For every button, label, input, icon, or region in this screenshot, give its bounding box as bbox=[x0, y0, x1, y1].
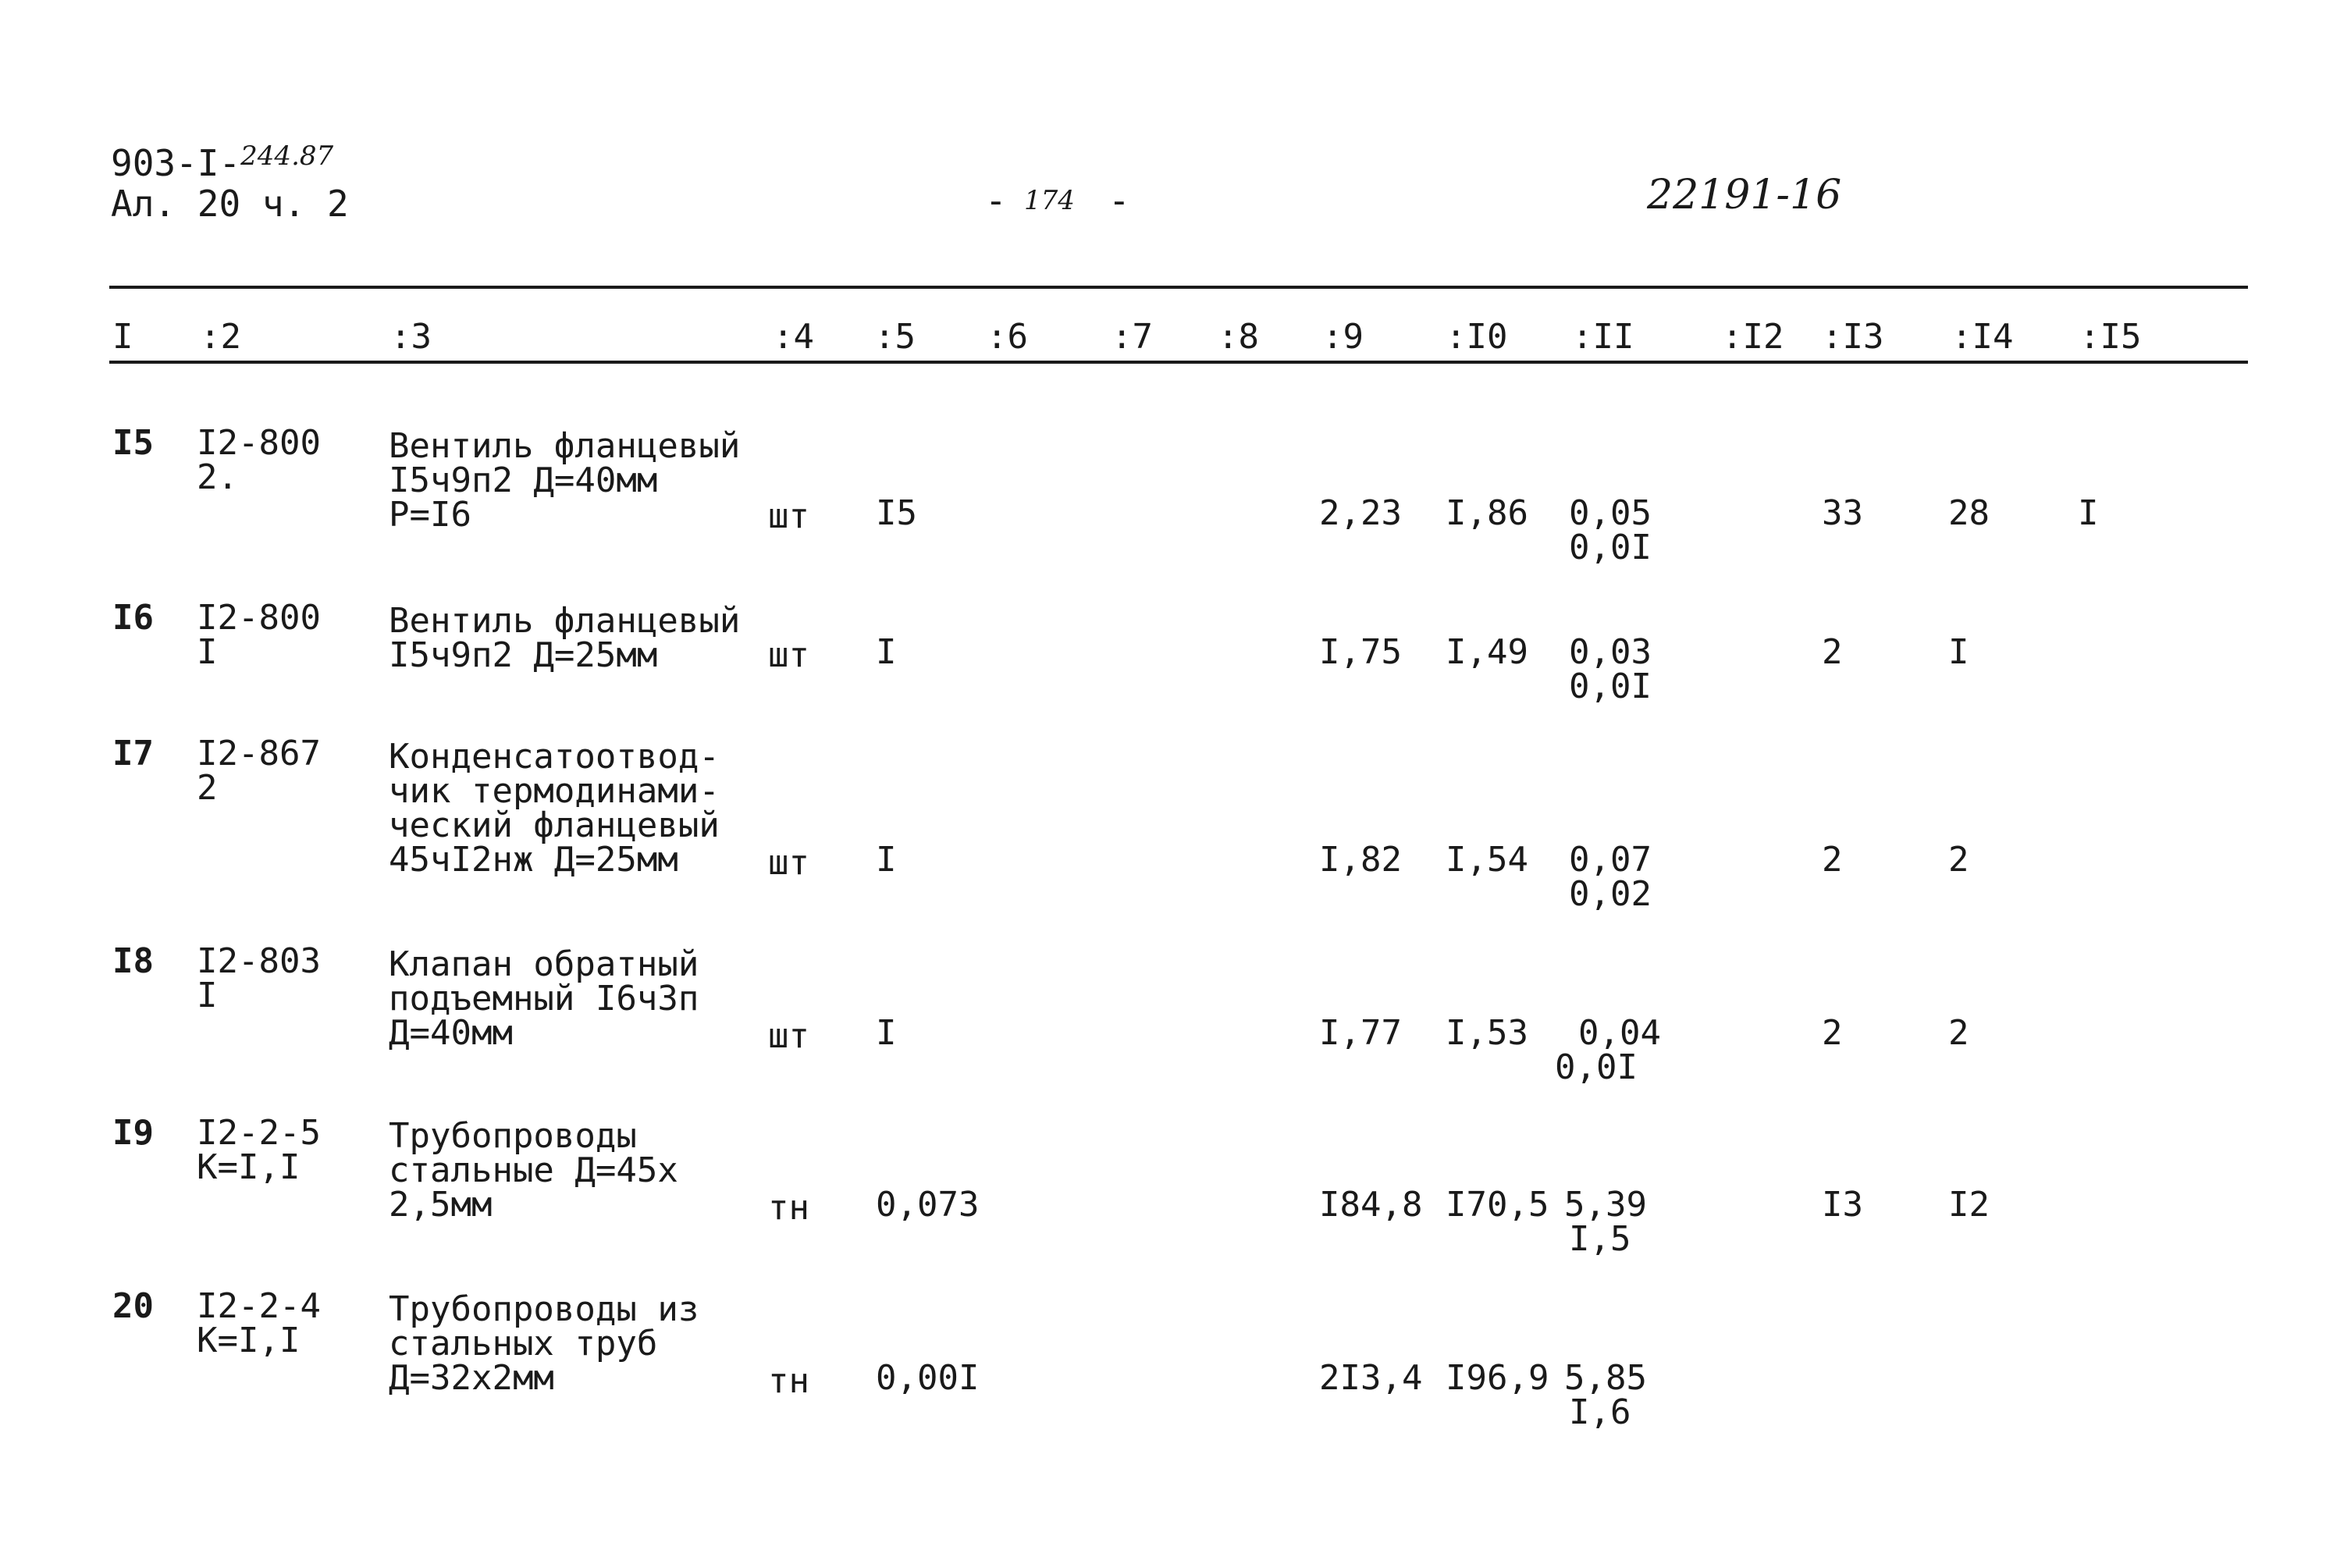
col11-value-bottom: I,5 bbox=[1569, 1219, 1631, 1259]
col9-value: I84,8 bbox=[1319, 1185, 1423, 1225]
col10-value: I70,5 bbox=[1446, 1185, 1549, 1225]
description-line: I5ч9п2 Д=25мм bbox=[389, 635, 658, 675]
description-line: стальные Д=45х bbox=[389, 1150, 678, 1190]
document-code bbox=[111, 140, 334, 184]
quantity: I bbox=[876, 1013, 897, 1053]
column-header-1: I bbox=[112, 317, 133, 357]
description-line: I5ч9п2 Д=40мм bbox=[389, 460, 658, 500]
quantity: 0,073 bbox=[876, 1185, 980, 1225]
unit: тн bbox=[768, 1361, 809, 1401]
column-header-11: :II bbox=[1572, 317, 1634, 357]
item-description bbox=[389, 426, 741, 535]
column-header-6: :6 bbox=[987, 317, 1028, 357]
row-number: I5 bbox=[112, 423, 154, 463]
item-description bbox=[389, 601, 741, 675]
col11-value-top: 5,85 bbox=[1564, 1358, 1647, 1398]
description-line: подъемный I6ч3п bbox=[389, 979, 699, 1019]
column-header-3: :3 bbox=[390, 317, 432, 357]
col10-value: I96,9 bbox=[1446, 1358, 1549, 1398]
norm-code-suffix: I bbox=[197, 632, 218, 672]
col11-value-top: 0,04 bbox=[1578, 1013, 1661, 1053]
norm-code-suffix: К=I,I bbox=[197, 1321, 301, 1360]
col14-value: 2 bbox=[1948, 1013, 1969, 1053]
row-number: I9 bbox=[112, 1113, 154, 1153]
norm-code: I2-803 bbox=[197, 941, 321, 981]
column-header-8: :8 bbox=[1218, 317, 1259, 357]
col11-value-bottom: I,6 bbox=[1569, 1392, 1631, 1432]
row-number: 20 bbox=[112, 1286, 154, 1326]
col11-value-top: 0,05 bbox=[1569, 493, 1652, 533]
top-rule bbox=[109, 286, 2248, 289]
description-line: Р=I6 bbox=[389, 495, 471, 535]
item-description bbox=[389, 944, 699, 1053]
col14-value: I bbox=[1948, 632, 1969, 672]
col11-value-bottom: 0,02 bbox=[1569, 874, 1652, 914]
col11-value-top: 0,03 bbox=[1569, 632, 1652, 672]
col10-value: I,49 bbox=[1446, 632, 1528, 672]
unit: шт bbox=[768, 496, 809, 536]
col9-value: I,82 bbox=[1319, 840, 1402, 880]
column-header-7: :7 bbox=[1111, 317, 1153, 357]
col14-value: 28 bbox=[1948, 493, 1990, 533]
col9-value: I,75 bbox=[1319, 632, 1402, 672]
col11-value-top: 0,07 bbox=[1569, 840, 1652, 880]
description-line: Трубопроводы из bbox=[389, 1289, 699, 1329]
description-line: Вентиль фланцевый bbox=[389, 426, 741, 466]
col13-value: 2 bbox=[1822, 632, 1843, 672]
col13-value: 2 bbox=[1822, 1013, 1843, 1053]
col11-value-bottom: 0,0I bbox=[1569, 528, 1652, 567]
document-code-handwritten: 244.87 bbox=[240, 140, 334, 172]
page-number-dash-left: - bbox=[985, 180, 1007, 222]
description-line: стальных труб bbox=[389, 1324, 658, 1364]
page-number: 174 bbox=[1024, 185, 1075, 216]
description-line: 2,5мм bbox=[389, 1185, 493, 1225]
row-number: I8 bbox=[112, 941, 154, 981]
album-line: Ал. 20 ч. 2 bbox=[111, 183, 349, 225]
col9-value: I,77 bbox=[1319, 1013, 1402, 1053]
unit: тн bbox=[768, 1188, 809, 1228]
column-header-14: :I4 bbox=[1951, 317, 2014, 357]
column-header-13: :I3 bbox=[1822, 317, 1884, 357]
description-line: Вентиль фланцевый bbox=[389, 601, 741, 641]
col13-value: I3 bbox=[1822, 1185, 1863, 1225]
col9-value: 2,23 bbox=[1319, 493, 1402, 533]
col10-value: I,53 bbox=[1446, 1013, 1528, 1053]
document-number: 22191-16 bbox=[1647, 172, 1842, 219]
col14-value: I2 bbox=[1948, 1185, 1990, 1225]
description-line: Д=32х2мм bbox=[389, 1358, 554, 1398]
quantity: I bbox=[876, 632, 897, 672]
header-bottom-rule bbox=[109, 361, 2248, 364]
col10-value: I,86 bbox=[1446, 493, 1528, 533]
column-header-5: :5 bbox=[874, 317, 916, 357]
quantity: 0,00I bbox=[876, 1358, 980, 1398]
row-number: I7 bbox=[112, 734, 154, 773]
norm-code: I2-2-4 bbox=[197, 1286, 321, 1326]
unit: шт bbox=[768, 1016, 809, 1056]
norm-code-suffix: 2 bbox=[197, 768, 218, 808]
quantity: I5 bbox=[876, 493, 917, 533]
description-line: ческий фланцевый bbox=[389, 805, 720, 845]
column-header-10: :I0 bbox=[1446, 317, 1508, 357]
col10-value: I,54 bbox=[1446, 840, 1528, 880]
col15-value: I bbox=[2078, 493, 2099, 533]
description-line: Конденсатоотвод- bbox=[389, 737, 720, 777]
col11-value-bottom: 0,0I bbox=[1569, 667, 1652, 706]
col9-value: 2I3,4 bbox=[1319, 1358, 1423, 1398]
item-description bbox=[389, 1116, 678, 1225]
description-line: чик термодинами- bbox=[389, 771, 720, 811]
norm-code: I2-867 bbox=[197, 734, 321, 773]
norm-code-suffix: 2. bbox=[197, 457, 238, 497]
col13-value: 33 bbox=[1822, 493, 1863, 533]
norm-code: I2-2-5 bbox=[197, 1113, 321, 1153]
description-line: Клапан обратный bbox=[389, 944, 699, 984]
norm-code: I2-800 bbox=[197, 423, 321, 463]
col14-value: 2 bbox=[1948, 840, 1969, 880]
norm-code-suffix: I bbox=[197, 976, 218, 1015]
item-description bbox=[389, 1289, 699, 1398]
column-header-9: :9 bbox=[1322, 317, 1364, 357]
col11-value-bottom: 0,0I bbox=[1555, 1047, 1638, 1087]
unit: шт bbox=[768, 635, 809, 675]
column-header-12: :I2 bbox=[1722, 317, 1784, 357]
col13-value: 2 bbox=[1822, 840, 1843, 880]
page-number-dash-right: - bbox=[1108, 180, 1130, 222]
document-code-prefix: 903-I- bbox=[111, 142, 241, 184]
quantity: I bbox=[876, 840, 897, 880]
description-line: 45чI2нж Д=25мм bbox=[389, 840, 678, 880]
norm-code-suffix: К=I,I bbox=[197, 1147, 301, 1187]
unit: шт bbox=[768, 843, 809, 883]
column-header-2: :2 bbox=[200, 317, 241, 357]
description-line: Трубопроводы bbox=[389, 1116, 637, 1156]
col11-value-top: 5,39 bbox=[1564, 1185, 1647, 1225]
norm-code: I2-800 bbox=[197, 598, 321, 638]
row-number: I6 bbox=[112, 598, 154, 638]
column-header-4: :4 bbox=[773, 317, 814, 357]
item-description bbox=[389, 737, 720, 880]
description-line: Д=40мм bbox=[389, 1013, 513, 1053]
column-header-15: :I5 bbox=[2079, 317, 2142, 357]
